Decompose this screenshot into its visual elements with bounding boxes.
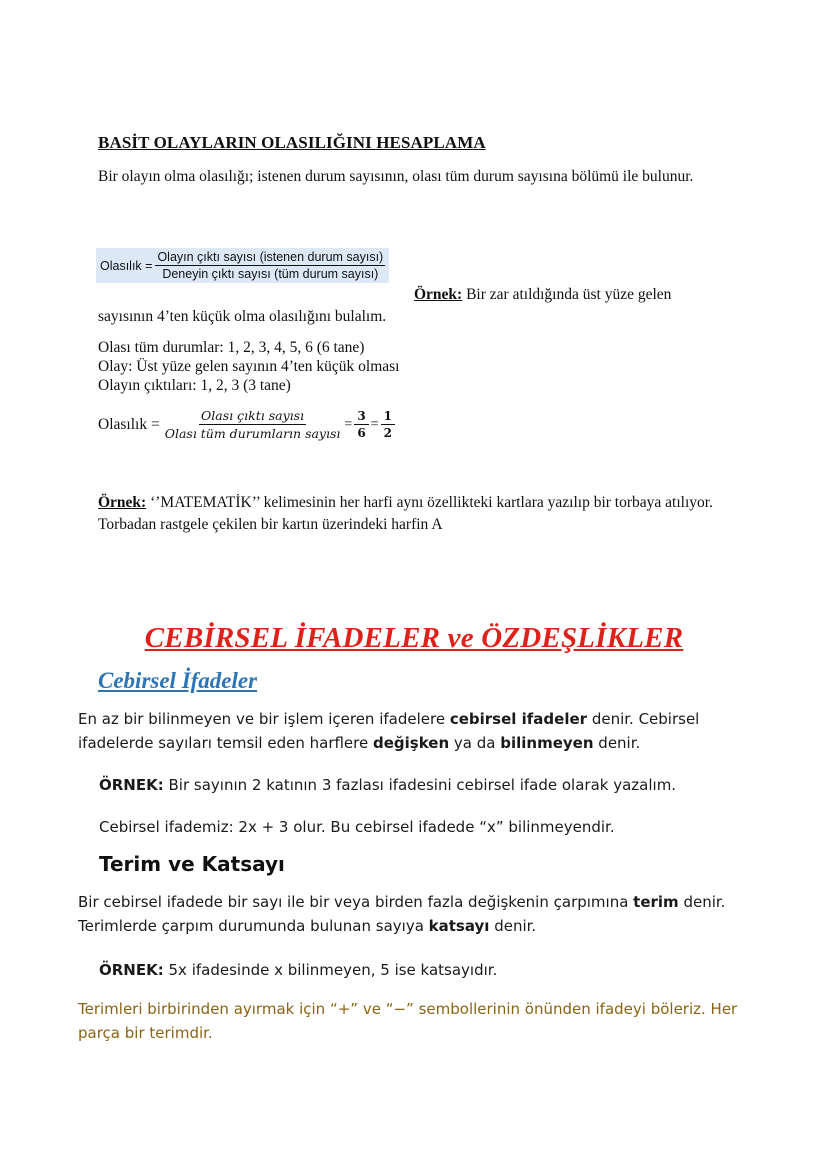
def-text: ya da xyxy=(449,734,501,752)
fraction-3-6-num: 3 xyxy=(354,409,368,425)
probability-calculation xyxy=(98,408,395,441)
def-bold: değişken xyxy=(373,734,450,752)
formula-numerator: Olayın çıktı sayısı (istenen durum sayısı) xyxy=(157,250,384,264)
calc-numerator: Olası çıktı sayısı xyxy=(201,408,305,423)
outcomes-line: Olası tüm durumlar: 1, 2, 3, 4, 5, 6 (6 tane) xyxy=(98,339,365,356)
example-3-label: ÖRNEK: xyxy=(99,776,164,794)
terim-bold: terim xyxy=(633,893,679,911)
terim-paragraph xyxy=(78,890,778,938)
fraction-1-2 xyxy=(381,409,395,440)
calc-label: Olasılık = xyxy=(98,415,160,433)
algebraic-expression-line: Cebirsel ifademiz: 2x + 3 olur. Bu cebirsel ifadede “x” bilinmeyendir. xyxy=(99,818,615,836)
example-1-label: Örnek: xyxy=(414,286,463,303)
def-text: En az bir bilinmeyen ve bir işlem içeren ifadelere xyxy=(78,710,450,728)
def-text: denir. Cebirsel ifadelerde sayıları temsil eden harflere xyxy=(78,710,700,752)
event-outcomes-line: Olayın çıktıları: 1, 2, 3 (3 tane) xyxy=(98,377,291,394)
terim-heading: Terim ve Katsayı xyxy=(99,852,285,876)
equals-sign: = xyxy=(344,416,353,432)
main-heading: CEBİRSEL İFADELER ve ÖZDEŞLİKLER xyxy=(144,622,684,654)
probability-formula xyxy=(96,248,389,283)
definition-paragraph xyxy=(78,707,758,755)
terim-bold: katsayı xyxy=(428,917,490,935)
example-1-text: Bir zar atıldığında üst yüze gelen sayısının 4’ten küçük olma olasılığını bulalım. xyxy=(98,286,672,325)
terim-text: denir. Terimlerde çarpım durumunda bulunan sayıya xyxy=(78,893,726,935)
example-1 xyxy=(98,284,708,328)
terim-text: Bir cebirsel ifadede bir sayı ile bir veya birden fazla değişkenin çarpımına xyxy=(78,893,634,911)
example-4-label: ÖRNEK: xyxy=(99,961,164,979)
example-2 xyxy=(98,492,738,536)
example-2-text: ‘’MATEMATİK’’ kelimesinin her harfi aynı özellikteki kartlara yazılıp bir torbaya atılıyor. Torbadan rastgele çekilen bir kartın üzerindeki harfin A xyxy=(98,494,713,533)
example-4 xyxy=(99,958,497,982)
def-text: denir. xyxy=(593,734,641,752)
formula-label: Olasılık = xyxy=(100,258,153,273)
example-4-text: 5x ifadesinde x bilinmeyen, 5 ise katsayıdır. xyxy=(163,961,498,979)
example-3-text: Bir sayının 2 katının 3 fazlası ifadesini cebirsel ifade olarak yazalım. xyxy=(163,776,677,794)
note-paragraph: Terimleri birbirinden ayırmak için “+” ve “−” sembollerinin önünden ifadeyi böleriz. Her parça bir terimdir. xyxy=(78,1000,738,1042)
example-2-label: Örnek: xyxy=(98,494,147,511)
fraction-3-6-den: 6 xyxy=(357,426,366,440)
section-title: BASİT OLAYLARIN OLASILIĞINI HESAPLAMA xyxy=(98,133,486,152)
fraction-1-2-den: 2 xyxy=(383,426,392,440)
def-bold: cebirsel ifadeler xyxy=(449,710,588,728)
def-bold: bilinmeyen xyxy=(500,734,594,752)
sub-heading: Cebirsel İfadeler xyxy=(98,668,258,693)
fraction-3-6 xyxy=(354,409,368,440)
equals-sign: = xyxy=(370,416,379,432)
calc-fraction xyxy=(163,408,343,441)
formula-denominator: Deneyin çıktı sayısı (tüm durum sayısı) xyxy=(162,267,379,281)
calc-denominator: Olası tüm durumların sayısı xyxy=(164,426,341,441)
example-3 xyxy=(99,773,676,797)
event-line: Olay: Üst yüze gelen sayının 4’ten küçük olması xyxy=(98,358,400,375)
intro-paragraph: Bir olayın olma olasılığı; istenen durum sayısının, olası tüm durum sayısına bölümü ile bulunur. xyxy=(98,168,694,185)
formula-fraction xyxy=(155,250,385,281)
fraction-1-2-num: 1 xyxy=(381,409,395,425)
terim-text: denir. xyxy=(489,917,537,935)
